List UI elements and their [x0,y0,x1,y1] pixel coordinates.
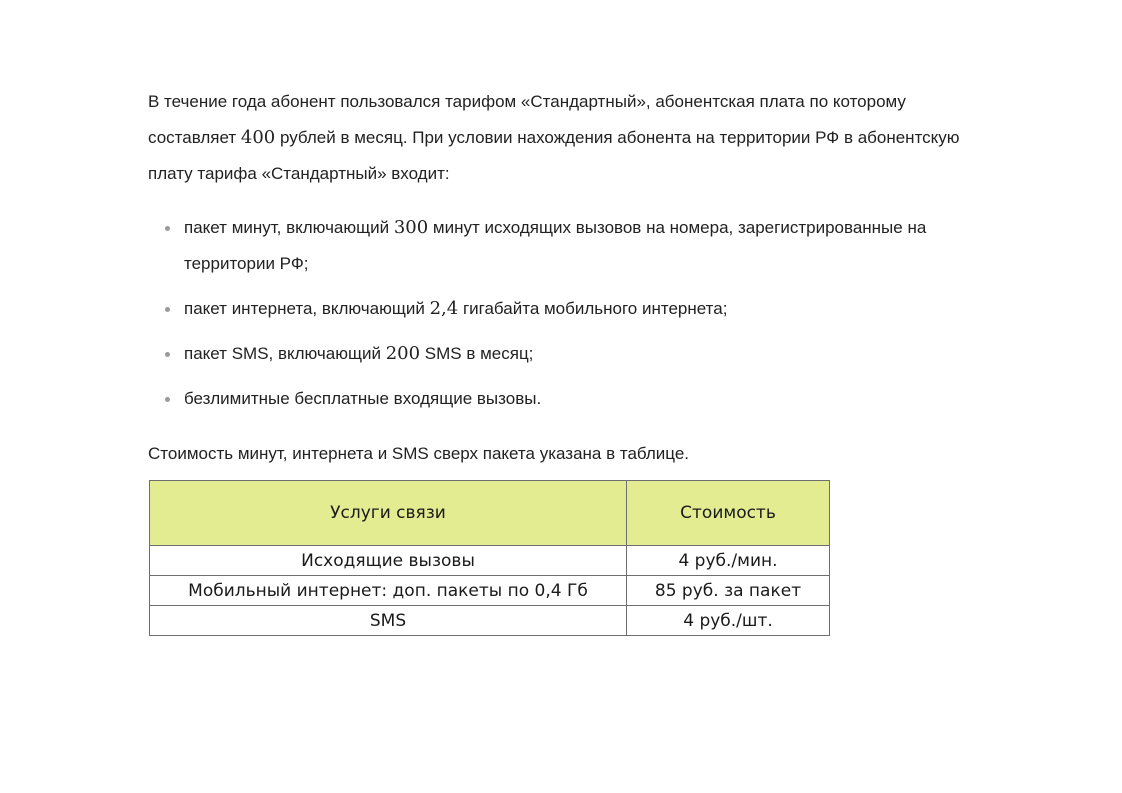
table-row [150,606,830,636]
list-item-text: пакет интернета, включающий [184,299,430,318]
intro-text-start: В течение года абонент пользовался тарифом «Стандартный», абонентская плата по которому составляет [148,92,906,147]
table-row [150,576,830,606]
table-cell-service: Исходящие вызовы [150,546,627,576]
header-price: Стоимость [627,481,830,546]
list-item [148,381,988,417]
table-intro-paragraph: Стоимость минут, интернета и SMS сверх пакета указана в таблице. [148,444,690,463]
list-item-value: 300 [393,217,429,238]
list-item [148,210,988,282]
table-cell-price: 4 руб./мин. [627,546,830,576]
table-header-row [150,481,830,546]
list-item [148,291,988,327]
intro-text-end: рублей в месяц. При условии нахождения абонента на территории РФ в абонентскую плату тарифа «Стандартный» входит: [148,128,960,183]
table-cell-service: Мобильный интернет: доп. пакеты по 0,4 Гб [150,576,627,606]
list-item-value: 2,4 [429,298,459,319]
list-item-value: 200 [385,343,421,364]
list-item [148,336,988,372]
list-item-text: пакет минут, включающий [184,218,394,237]
price-table [149,480,830,636]
tariff-package-list [148,210,988,417]
table-cell-price: 4 руб./шт. [627,606,830,636]
list-item-text: SMS в месяц; [420,344,534,363]
list-item-text: гигабайта мобильного интернета; [458,299,728,318]
table-cell-price: 85 руб. за пакет [627,576,830,606]
list-item-text: минут исходящих вызовов на номера, зарегистрированные на территории РФ; [184,218,927,273]
monthly-fee-value: 400 [240,127,276,148]
intro-paragraph [148,84,988,192]
document-content [148,84,988,636]
list-item-text: пакет SMS, включающий [184,344,386,363]
header-service: Услуги связи [150,481,627,546]
list-item-text: безлимитные бесплатные входящие вызовы. [184,389,542,408]
table-row [150,546,830,576]
table-cell-service: SMS [150,606,627,636]
